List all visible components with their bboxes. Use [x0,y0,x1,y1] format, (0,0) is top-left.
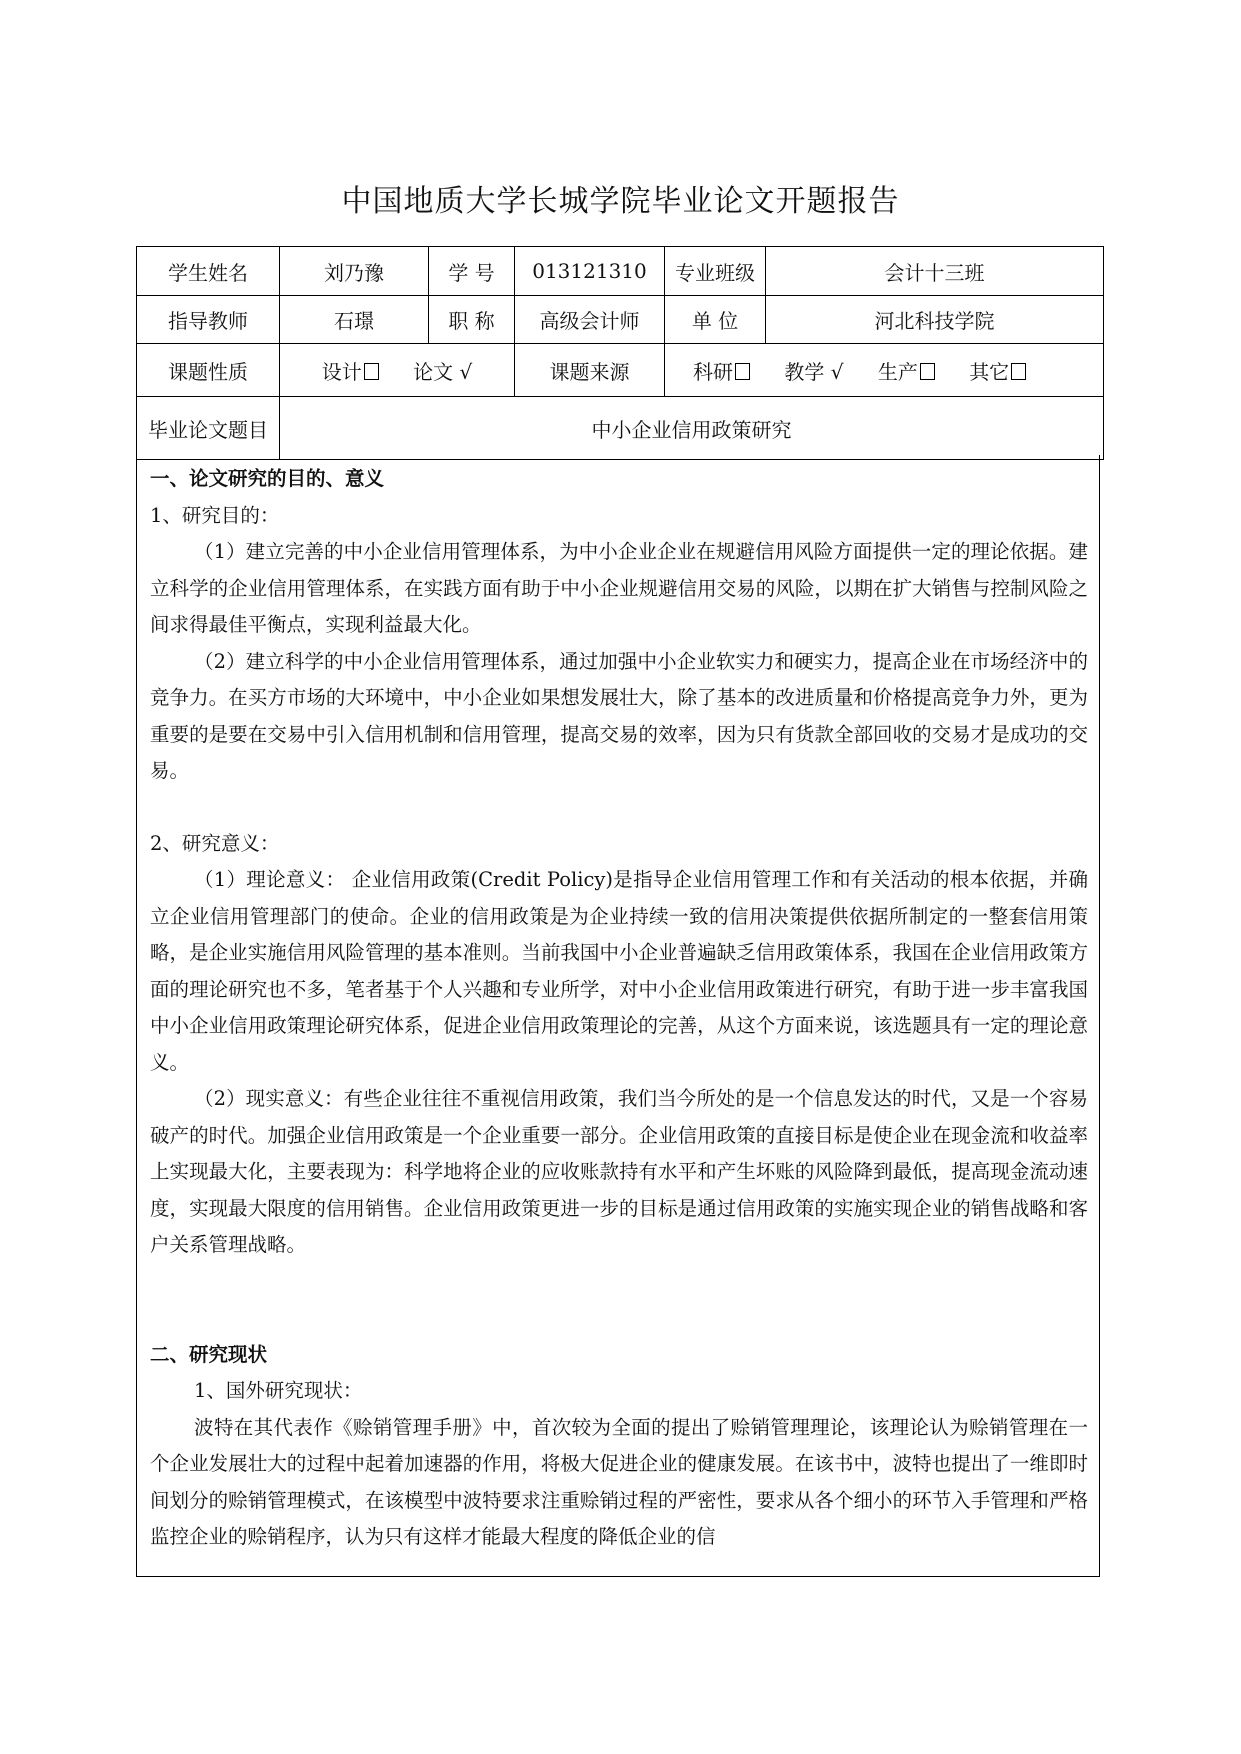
topic-value: 中小企业信用政策研究 [280,397,1104,460]
paragraph: （1）理论意义： 企业信用政策(Credit Policy)是指导企业信用管理工作和有关活动的根本依据，并确立企业信用管理部门的使命。企业的信用政策是为企业持续一致的信用决策提供依据所制定的一整套信用策略，是企业实施信用风险管理的基本准则。当前我国中小企业普遍缺乏信用政策体系，我国在企业信用政策方面的理论研究也不多，笔者基于个人兴趣和专业所学，对中小企业信用政策进行研究，有助于进一步丰富我国中小企业信用政策理论研究体系，促进企业信用政策理论的完善，从这个方面来说，该选题具有一定的理论意义。 [150,868,1088,1074]
checkbox-icon [1011,363,1026,380]
source-option-teaching: 教学 √ [784,359,844,384]
source-option-research: 科研 [693,360,750,384]
advisor-label: 指导教师 [137,296,280,344]
report-body [136,455,1100,1577]
section-2-heading: 二、研究现状 [150,1342,268,1366]
section-2-1-heading: 1、国外研究现状： [194,1379,363,1402]
student-id-label: 学 号 [429,247,515,296]
paragraph: （2）建立科学的中小企业信用管理体系，通过加强中小企业软实力和硬实力，提高企业在市场经济中的竞争力。在买方市场的大环境中，中小企业如果想发展壮大，除了基本的改进质量和价格提高竞争力外，更为重要的是要在交易中引入信用机制和信用管理，提高交易的效率，因为只有货款全部回收的交易才是成功的交易。 [150,649,1088,782]
report-content [150,461,1088,1556]
section-1-1-heading: 1、研究目的： [150,503,280,527]
unit-label: 单 位 [665,296,766,344]
student-name-value: 刘乃豫 [280,247,429,296]
checkbox-icon [364,363,379,380]
nature-option-thesis: 论文 √ [413,359,473,384]
section-1-2-heading: 2、研究意义： [150,831,280,855]
page-title: 中国地质大学长城学院毕业论文开题报告 [341,184,900,219]
info-table [136,246,1104,460]
major-class-label: 专业班级 [665,247,766,296]
student-id-value: 013121310 [515,247,665,296]
title-rank-label: 职 称 [429,296,515,344]
topic-label: 毕业论文题目 [137,397,280,460]
source-option-other: 其它 [969,360,1026,384]
nature-options [280,344,515,397]
nature-label: 课题性质 [137,344,280,397]
title-rank-value: 高级会计师 [515,296,665,344]
paragraph: 波特在其代表作《赊销管理手册》中，首次较为全面的提出了赊销管理理论，该理论认为赊销管理在一个企业发展壮大的过程中起着加速器的作用，将极大促进企业的健康发展。在该书中，波特也提出了一维即时间划分的赊销管理模式，在该模型中波特要求注重赊销过程的严密性，要求从各个细小的环节入手管理和严格监控企业的赊销程序，认为只有这样才能最大程度的降低企业的信 [150,1415,1088,1548]
source-options [665,344,1104,397]
checkbox-icon [735,363,750,380]
paragraph: （2）现实意义：有些企业往往不重视信用政策，我们当今所处的是一个信息发达的时代，又是一个容易破产的时代。加强企业信用政策是一个企业重要一部分。企业信用政策的直接目标是使企业在现金流和收益率上实现最大化，主要表现为：科学地将企业的应收账款持有水平和产生坏账的风险降到最低，提高现金流动速度，实现最大限度的信用销售。企业信用政策更进一步的目标是通过信用政策的实施实现企业的销售战略和客户关系管理战略。 [150,1087,1088,1256]
nature-option-design: 设计 [322,360,379,384]
source-label: 课题来源 [515,344,665,397]
student-name-label: 学生姓名 [137,247,280,296]
paragraph: （1）建立完善的中小企业信用管理体系，为中小企业企业在规避信用风险方面提供一定的理论依据。建立科学的企业信用管理体系，在实践方面有助于中小企业规避信用交易的风险，以期在扩大销售与控制风险之间求得最佳平衡点，实现利益最大化。 [150,540,1088,636]
unit-value: 河北科技学院 [766,296,1104,344]
section-1-heading: 一、论文研究的目的、意义 [150,467,385,490]
major-class-value: 会计十三班 [766,247,1104,296]
checkbox-icon [920,363,935,380]
source-option-production: 生产 [878,360,935,384]
advisor-value: 石璟 [280,296,429,344]
